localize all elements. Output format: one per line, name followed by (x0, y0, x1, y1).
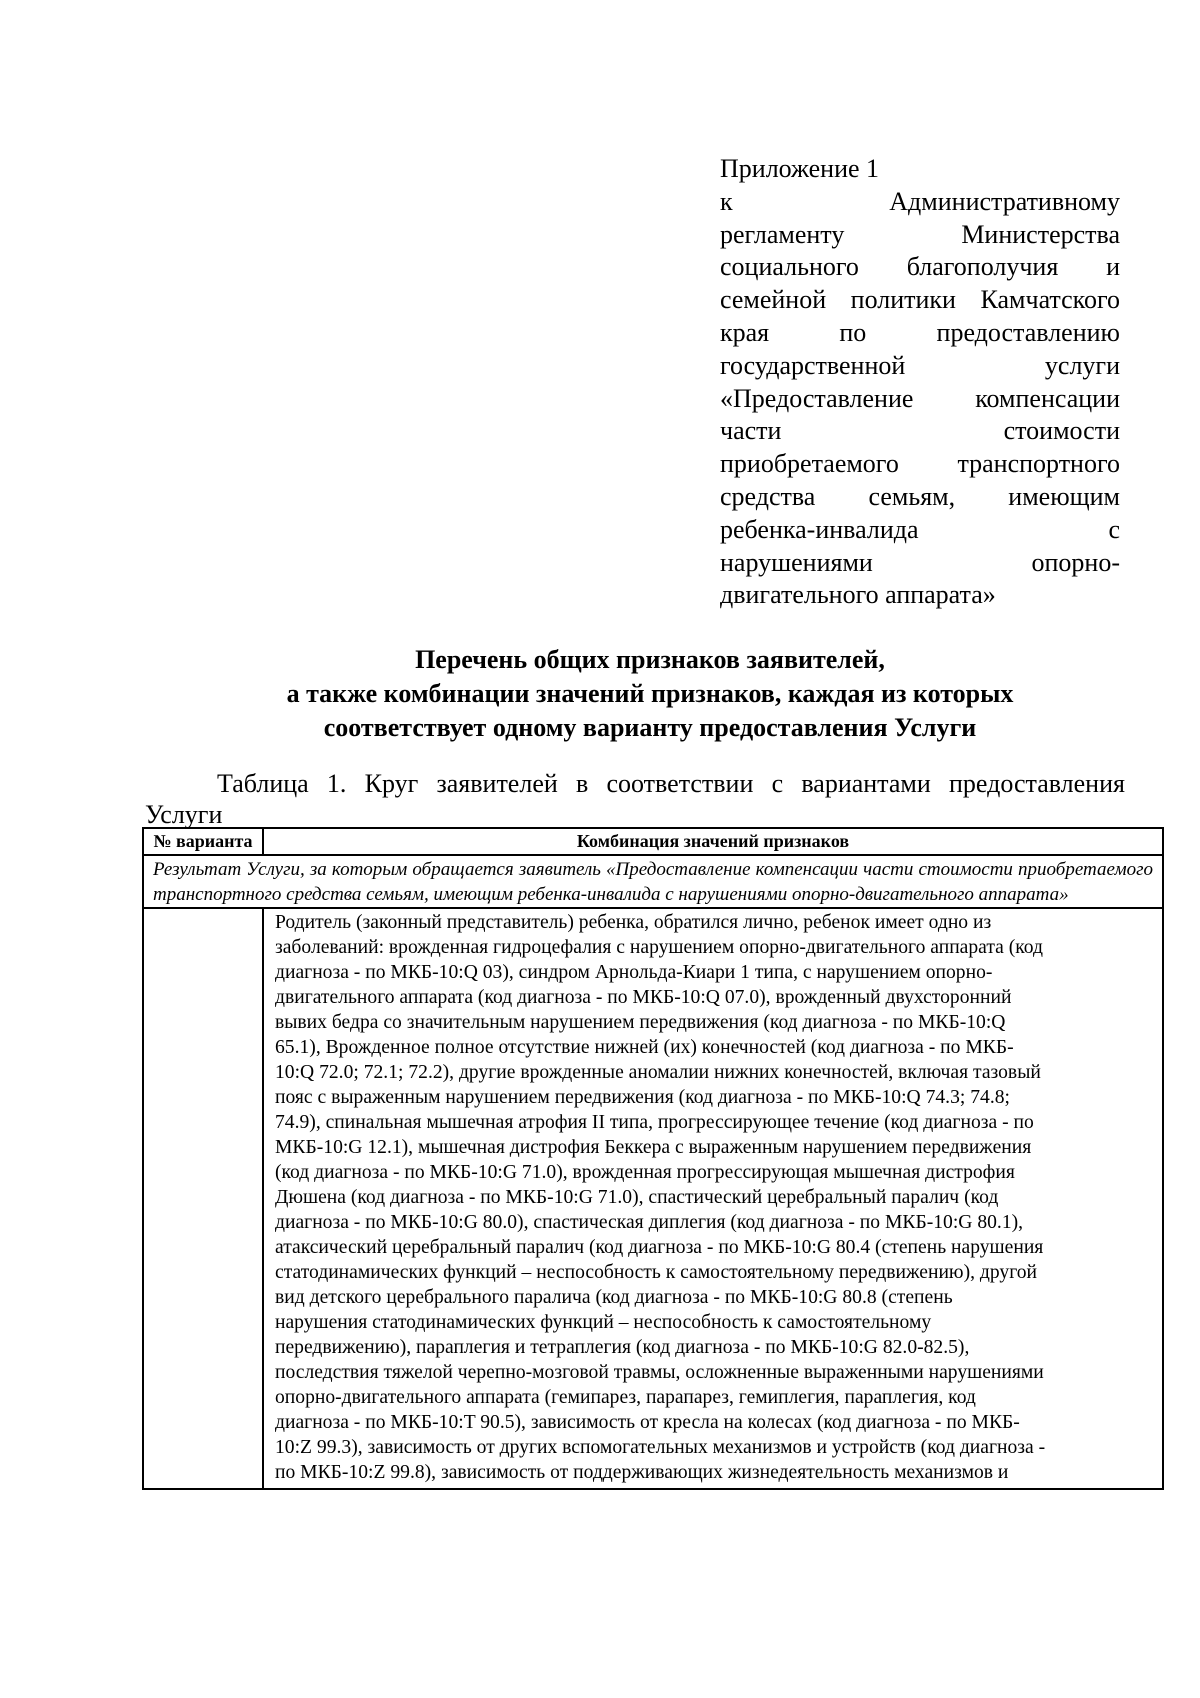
appendix-line (720, 186, 1120, 219)
appendix-line (720, 547, 1120, 580)
appendix-word: социального (720, 252, 859, 282)
appendix-word: приобретаемого (720, 449, 899, 479)
combination-line: заболеваний: врожденная гидроцефалия с нарушением опорно-двигательного аппарата (код (275, 936, 1044, 958)
variant-number-cell (143, 908, 263, 1489)
caption-word: 1. (326, 769, 347, 798)
appendix-word: услуги (1044, 350, 1120, 380)
appendix-word: имеющим (1008, 481, 1120, 511)
appendix-line (720, 251, 1120, 284)
appendix-word: Министерства (961, 219, 1120, 249)
appendix-word: благополучия (906, 252, 1059, 282)
combination-line: 74.9), спинальная мышечная атрофия II типа, прогрессирующее течение (код диагноза - по (275, 1111, 1034, 1133)
appendix-line: двигательного аппарата» (720, 580, 996, 610)
combination-line: 65.1), Врожденное полное отсутствие нижней (их) конечностей (код диагноза - по МКБ- (275, 1036, 1014, 1058)
combination-line: (код диагноза - по МКБ-10:G 71.0), врожденная прогрессирующая мышечная дистрофия (275, 1161, 1015, 1183)
combination-line: МКБ-10:G 12.1), мышечная дистрофия Беккера с выраженным нарушением передвижения (275, 1136, 1032, 1158)
appendix-word: с (1108, 514, 1120, 544)
appendix-word: государственной (720, 350, 906, 380)
table-caption (145, 768, 1125, 830)
combination-line: двигательного аппарата (код диагноза - по МКБ-10:Q 07.0), врожденный двухсторонний (275, 986, 1012, 1008)
appendix-word: «Предоставление (720, 383, 914, 413)
appendix-line: Приложение 1 (720, 154, 880, 183)
header-variant-number (143, 828, 263, 855)
appendix-line (720, 415, 1120, 448)
appendix-line (720, 317, 1120, 350)
title-line: Перечень общих признаков заявителей, (415, 645, 885, 674)
appendix-line (720, 448, 1120, 481)
combination-line: 10:Q 72.0; 72.1; 72.2), другие врожденные аномалии нижних конечностей, включая тазовый (275, 1061, 1041, 1083)
caption-line-1 (145, 768, 1125, 799)
table-header-row (143, 828, 1163, 855)
caption-line-2: Услуги (145, 800, 223, 829)
appendix-word: транспортного (957, 449, 1120, 479)
combination-line: последствия тяжелой черепно-мозговой травмы, осложненные выраженными нарушениями (275, 1361, 1044, 1383)
combination-line: 10:Z 99.3), зависимость от других вспомогательных механизмов и устройств (код диагноза - (275, 1436, 1046, 1458)
caption-word: Круг (364, 769, 419, 798)
appendix-line (720, 350, 1120, 383)
appendix-word: опорно- (1031, 547, 1120, 577)
appendix-word: семейной (720, 285, 827, 315)
appendix-word: Камчатского (980, 285, 1120, 315)
combination-line: пояс с выраженным нарушением передвижения (код диагноза - по МКБ-10:Q 74.3; 74.8; (275, 1086, 1010, 1108)
header-variant-number-text: № варианта (153, 831, 253, 851)
title-line: соответствует одному варианту предоставления Услуги (323, 713, 977, 742)
header-combination: Комбинация значений признаков (263, 828, 1163, 855)
document-title (150, 643, 1150, 745)
combination-cell (263, 908, 1163, 1489)
result-cell: Результат Услуги, за которым обращается заявитель «Предоставление компенсации части стоимости приобретаемого транспортного средства семьям, имеющим ребенка-инвалида с нарушениями опорно-двигательного аппарата» (143, 855, 1163, 908)
caption-word: соответствии (606, 769, 754, 798)
appendix-word: части (720, 416, 782, 446)
caption-word: в (575, 769, 589, 798)
caption-word: заявителей (436, 769, 558, 798)
combination-line: вывих бедра со значительным нарушением передвижения (код диагноза - по МКБ-10:Q (275, 1011, 1006, 1033)
appendix-word: семьям, (868, 481, 956, 511)
combination-line: передвижению), параплегия и тетраплегия (код диагноза - по МКБ-10:G 82.0-82.5), (275, 1336, 970, 1358)
appendix-word: предоставлению (936, 317, 1120, 347)
appendix-word: и (1106, 252, 1120, 282)
combination-line: нарушения статодинамических функций – неспособность к самостоятельному (275, 1311, 932, 1333)
table-result-row (143, 855, 1163, 908)
appendix-block (720, 153, 1120, 612)
appendix-word: по (839, 317, 867, 347)
combination-line: вид детского церебрального паралича (код диагноза - по МКБ-10:G 80.8 (степень (275, 1286, 953, 1308)
appendix-word: Административному (889, 186, 1120, 216)
appendix-line (720, 481, 1120, 514)
combination-line: атаксический церебральный паралич (код диагноза - по МКБ-10:G 80.4 (степень нарушения (275, 1236, 1044, 1258)
appendix-line (720, 284, 1120, 317)
appendix-word: ребенка-инвалида (720, 514, 919, 544)
combination-line: диагноза - по МКБ-10:Q 03), синдром Арнольда-Киари 1 типа, с нарушением опорно- (275, 961, 993, 983)
combination-line: статодинамических функций – неспособность к самостоятельному передвижению), другой (275, 1261, 1038, 1283)
combination-line: Родитель (законный представитель) ребенка, обратился лично, ребенок имеет одно из (275, 911, 992, 933)
appendix-line (720, 514, 1120, 547)
applicants-table (142, 827, 1164, 1490)
appendix-word: стоимости (1003, 416, 1120, 446)
table-row (143, 908, 1163, 1489)
combination-line: Дюшена (код диагноза - по МКБ-10:G 71.0), спастический церебральный паралич (код (275, 1186, 999, 1208)
appendix-line (720, 383, 1120, 416)
caption-word: Таблица (217, 769, 309, 798)
appendix-word: регламенту (720, 219, 845, 249)
appendix-word: политики (850, 285, 956, 315)
appendix-word: к (720, 186, 733, 216)
appendix-word: компенсации (975, 383, 1120, 413)
combination-line: диагноза - по МКБ-10:T 90.5), зависимость от кресла на колесах (код диагноза - по МКБ- (275, 1411, 1020, 1433)
combination-line: диагноза - по МКБ-10:G 80.0), спастическая диплегия (код диагноза - по МКБ-10:G 80.1), (275, 1211, 1024, 1233)
caption-word: предоставления (948, 769, 1125, 798)
combination-line: опорно-двигательного аппарата (гемипарез, парапарез, гемиплегия, параплегия, код (275, 1386, 976, 1408)
appendix-line (720, 219, 1120, 252)
caption-word: с (771, 769, 784, 798)
appendix-word: средства (720, 481, 816, 511)
combination-line: по МКБ-10:Z 99.8), зависимость от поддерживающих жизнедеятельность механизмов и (275, 1461, 1009, 1483)
appendix-word: нарушениями (720, 547, 873, 577)
appendix-word: края (720, 317, 770, 347)
caption-word: вариантами (801, 769, 931, 798)
title-line: а также комбинации значений признаков, каждая из которых (286, 679, 1014, 708)
